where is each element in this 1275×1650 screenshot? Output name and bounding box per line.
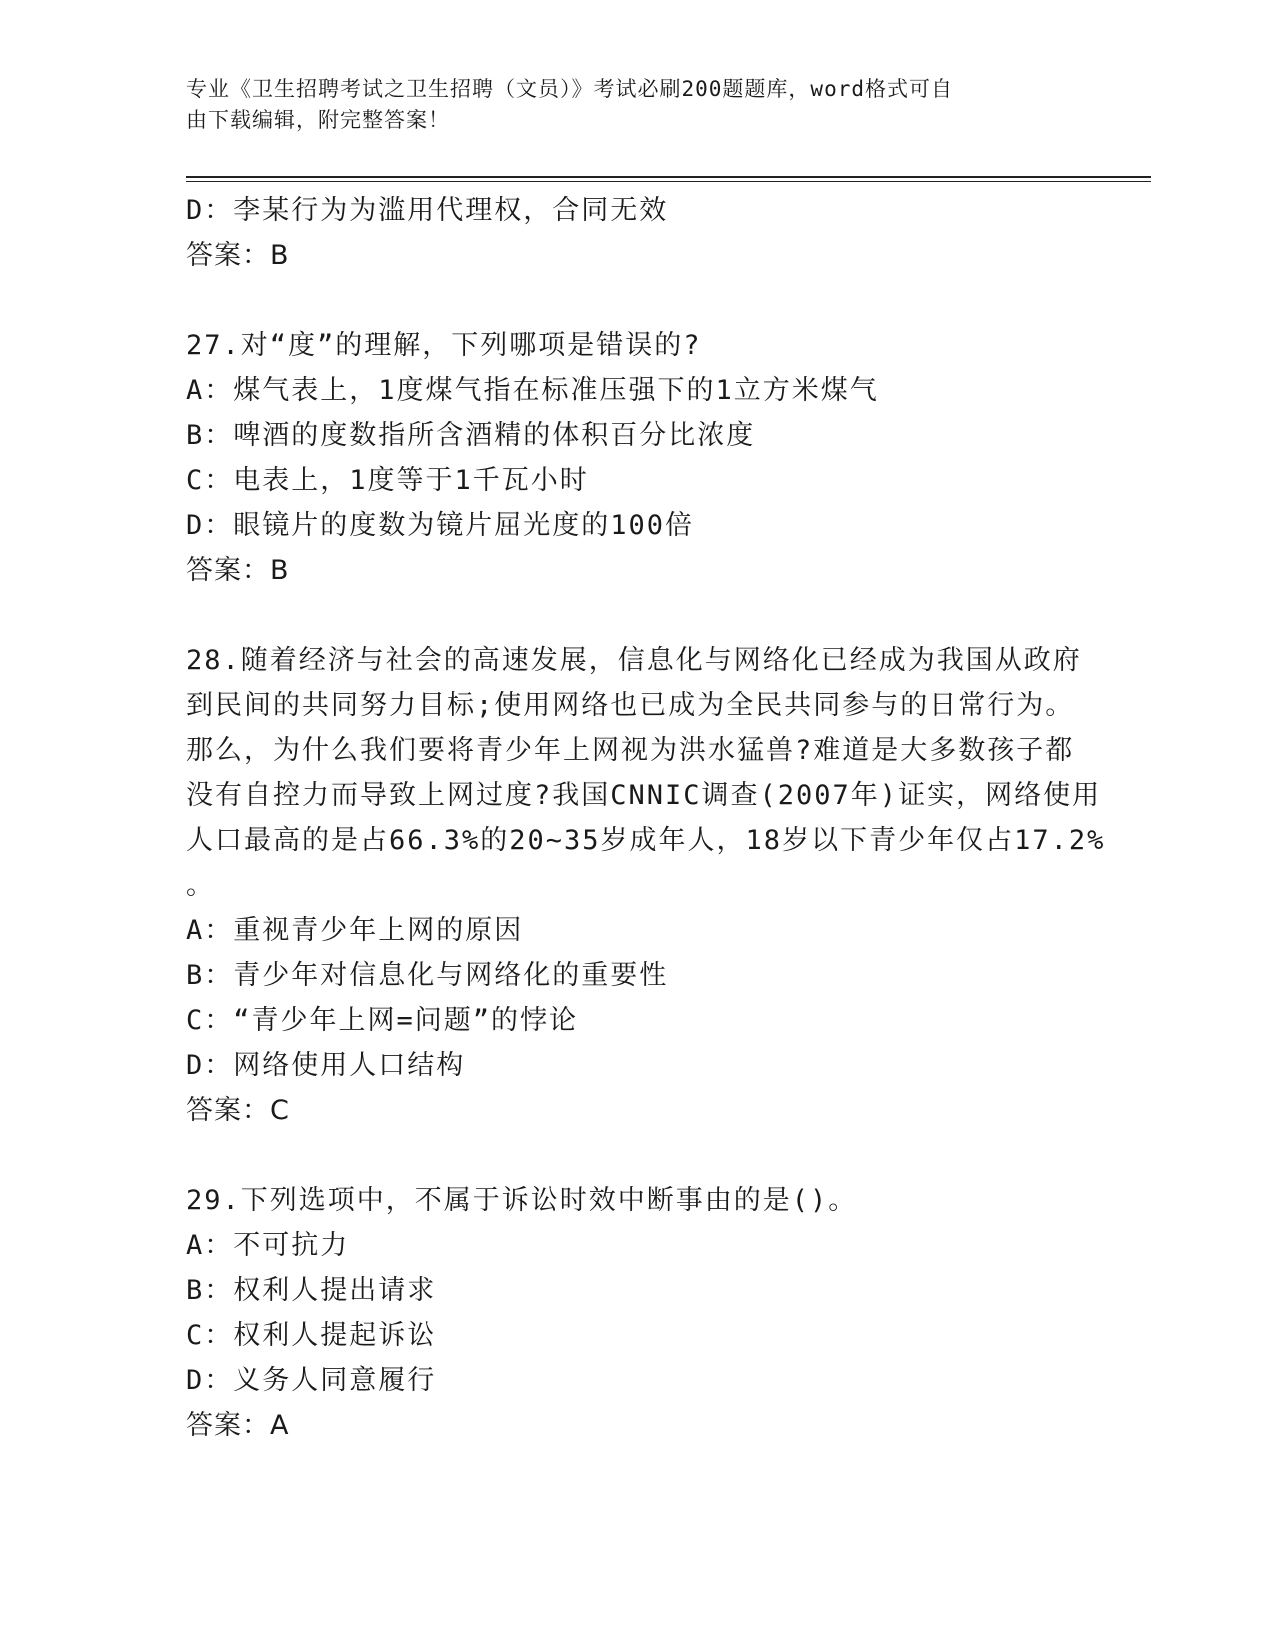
option-b: B：青少年对信息化与网络化的重要性 <box>186 960 669 991</box>
stem-line: 人口最高的是占66.3%的20~35岁成年人，18岁以下青少年仅占17.2% <box>186 825 1106 856</box>
question-stem: 27.对“度”的理解，下列哪项是错误的? <box>186 330 702 361</box>
stem-line: 。 <box>186 870 215 901</box>
option-c: C：“青少年上网=问题”的悖论 <box>186 1005 579 1036</box>
option-d: D：眼镜片的度数为镜片屈光度的100倍 <box>186 510 695 541</box>
question-stem: 29.下列选项中，不属于诉讼时效中断事由的是()。 <box>186 1185 858 1216</box>
question-29 <box>186 1178 1086 1449</box>
header-rule-thin <box>186 181 1151 182</box>
answer: 答案：A <box>186 1410 290 1441</box>
option-c: C：权利人提起诉讼 <box>186 1320 437 1351</box>
option-d: D：李某行为为滥用代理权，合同无效 <box>186 195 669 226</box>
stem-line: 到民间的共同努力目标;使用网络也已成为全民共同参与的日常行为。 <box>186 690 1075 721</box>
option-d: D：网络使用人口结构 <box>186 1050 466 1081</box>
option-b: B：啤酒的度数指所含酒精的体积百分比浓度 <box>186 420 756 451</box>
document-body <box>186 188 1106 1449</box>
question-prev <box>186 188 1086 279</box>
header-line-2: 由下载编辑，附完整答案！ <box>186 108 450 132</box>
stem-line: 没有自控力而导致上网过度?我国CNNIC调查(2007年)证实，网络使用 <box>186 780 1102 811</box>
question-stem <box>186 638 1106 908</box>
header-rule-thick <box>186 176 1151 178</box>
question-28 <box>186 638 1106 1134</box>
option-d: D：义务人同意履行 <box>186 1365 437 1396</box>
option-a: A：重视青少年上网的原因 <box>186 915 524 946</box>
option-a: A：不可抗力 <box>186 1230 350 1261</box>
option-a: A：煤气表上，1度煤气指在标准压强下的1立方米煤气 <box>186 375 879 406</box>
answer: 答案：C <box>186 1095 290 1126</box>
page-header <box>186 74 1066 136</box>
answer: 答案：B <box>186 240 290 271</box>
answer: 答案：B <box>186 555 290 586</box>
stem-line: 那么，为什么我们要将青少年上网视为洪水猛兽?难道是大多数孩子都 <box>186 735 1075 766</box>
stem-line: 28.随着经济与社会的高速发展，信息化与网络化已经成为我国从政府 <box>186 645 1082 676</box>
header-line-1: 专业《卫生招聘考试之卫生招聘（文员）》考试必刷200题题库，word格式可自 <box>186 77 953 101</box>
question-27 <box>186 323 1086 594</box>
option-c: C：电表上，1度等于1千瓦小时 <box>186 465 589 496</box>
option-b: B：权利人提出请求 <box>186 1275 437 1306</box>
